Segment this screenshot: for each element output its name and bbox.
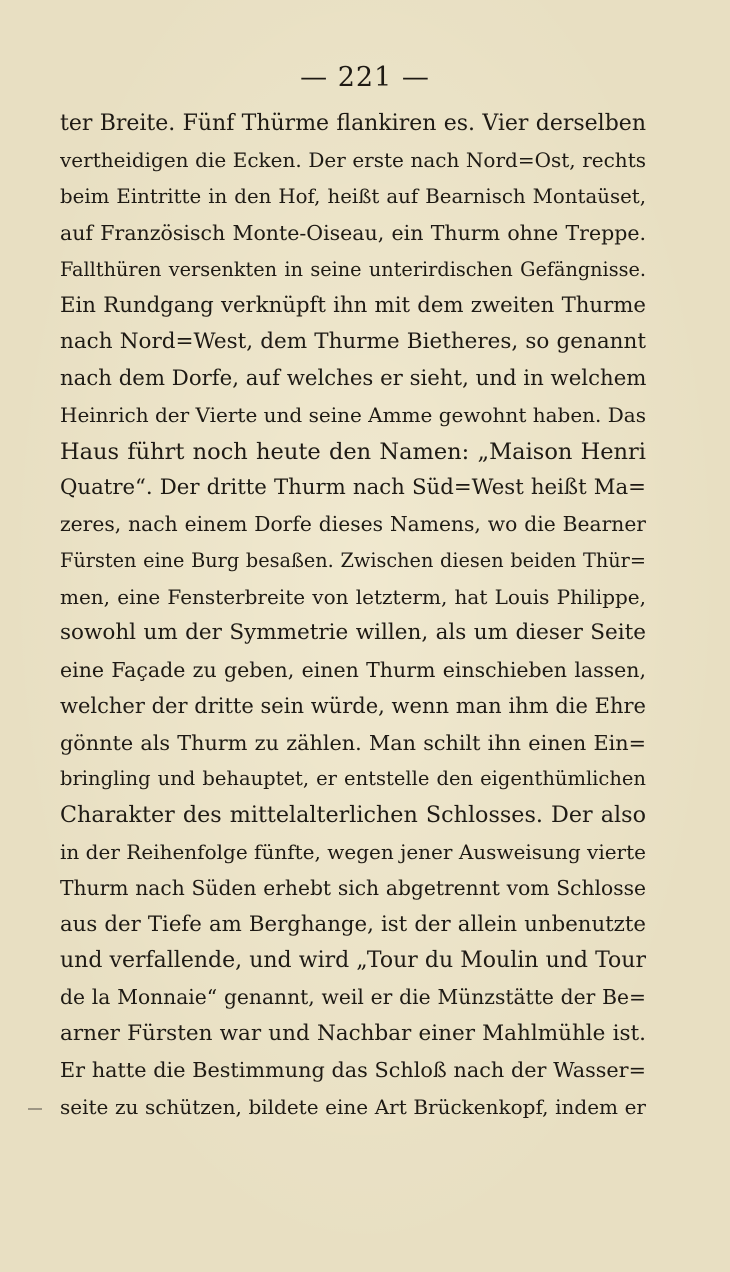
text-line: Heinrich der Vierte und seine Amme gewohnt haben. Das xyxy=(60,403,646,428)
page-number: — 221 — xyxy=(300,62,430,93)
text-line: nach Nord=West, dem Thurme Bietheres, so genannt xyxy=(60,329,646,355)
text-line: zeres, nach einem Dorfe dieses Namens, wo die Bearner xyxy=(60,512,646,537)
text-line: Thurm nach Süden erhebt sich abgetrennt vom Schlosse xyxy=(60,876,646,901)
text-line: men, eine Fensterbreite von letzterm, hat Louis Philippe, xyxy=(60,585,646,610)
text-line: Charakter des mittelalterlichen Schlosses. Der also xyxy=(60,802,646,829)
text-line: und verfallende, und wird „Tour du Moulin und Tour xyxy=(60,947,646,973)
text-line: auf Französisch Monte-Oiseau, ein Thurm ohne Treppe. xyxy=(60,221,646,246)
text-line: arner Fürsten war und Nachbar einer Mahlmühle ist. xyxy=(60,1020,646,1046)
text-line: in der Reihenfolge fünfte, wegen jener Ausweisung vierte xyxy=(60,839,646,864)
text-line: bringling und behauptet, er entstelle den eigenthümlichen xyxy=(60,767,646,791)
margin-mark xyxy=(28,1108,42,1110)
text-line: sowohl um der Symmetrie willen, als um dieser Seite xyxy=(60,620,646,646)
text-line: beim Eintritte in den Hof, heißt auf Bearnisch Montaüset, xyxy=(60,184,646,208)
text-line: nach dem Dorfe, auf welches er sieht, und in welchem xyxy=(60,365,646,391)
text-line: Er hatte die Bestimmung das Schloß nach der Wasser= xyxy=(60,1058,646,1083)
text-line: Fallthüren versenkten in seine unterirdischen Gefängnisse. xyxy=(60,257,646,281)
text-line: Fürsten eine Burg besaßen. Zwischen diesen beiden Thür= xyxy=(60,548,646,572)
text-line: Ein Rundgang verknüpft ihn mit dem zweiten Thurme xyxy=(60,292,646,318)
text-line: gönnte als Thurm zu zählen. Man schilt ihn einen Ein= xyxy=(60,730,646,755)
text-line: eine Façade zu geben, einen Thurm einschieben lassen, xyxy=(60,657,646,682)
text-line: seite zu schützen, bildete eine Art Brückenkopf, indem er xyxy=(60,1094,646,1119)
text-line: de la Monnaie“ genannt, weil er die Münzstätte der Be= xyxy=(60,985,646,1010)
text-line: Haus führt noch heute den Namen: „Maison Henri xyxy=(60,438,646,465)
text-line: welcher der dritte sein würde, wenn man ihm die Ehre xyxy=(60,694,646,719)
text-line: Quatre“. Der dritte Thurm nach Süd=West heißt Ma= xyxy=(60,474,646,500)
text-line: ter Breite. Fünf Thürme flankiren es. Vier derselben xyxy=(60,111,646,136)
text-line: aus der Tiefe am Berghange, ist der allein unbenutzte xyxy=(60,911,646,937)
text-line: vertheidigen die Ecken. Der erste nach Nord=Ost, rechts xyxy=(60,148,646,173)
body-text xyxy=(60,106,646,1125)
